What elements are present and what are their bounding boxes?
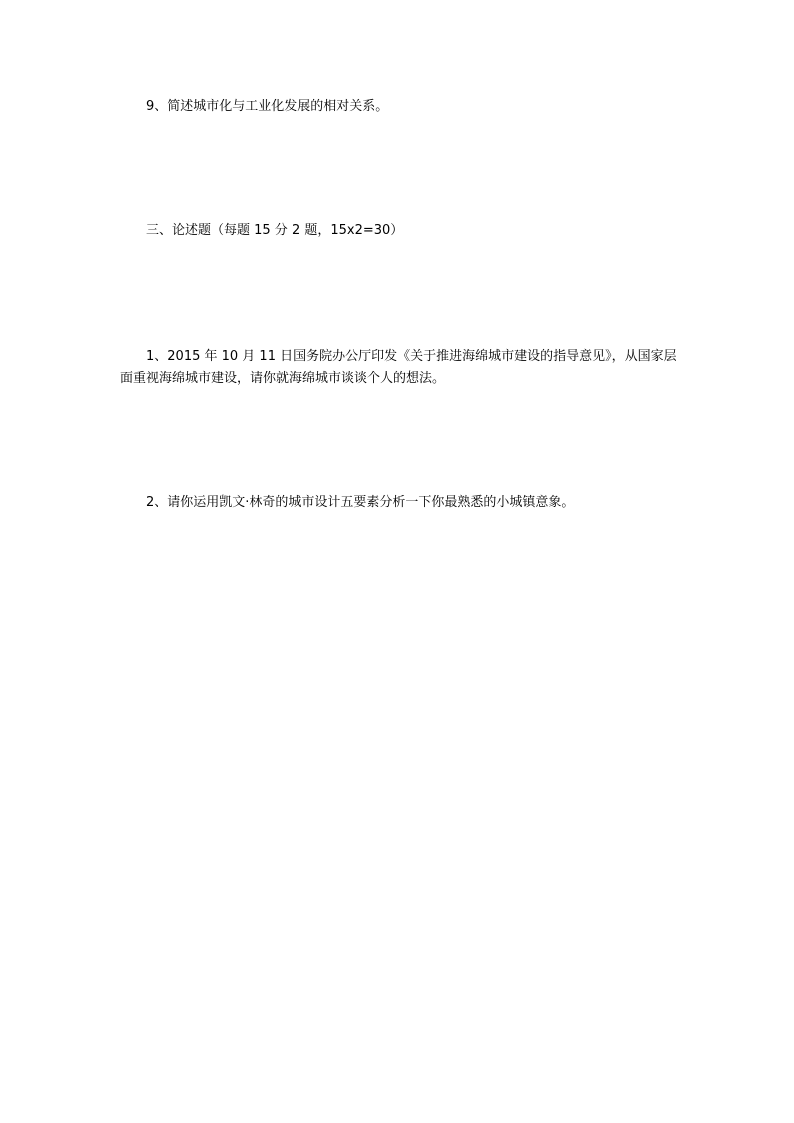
- question-9: 9、简述城市化与工业化发展的相对关系。: [146, 99, 389, 114]
- essay-question-2: 2、请你运用凯文·林奇的城市设计五要素分析一下你最熟悉的小城镇意象。: [146, 495, 575, 510]
- section-heading-essay-questions: 三、论述题（每题 15 分 2 题，15x2=30）: [146, 223, 404, 238]
- essay-question-1: 1、2015 年 10 月 11 日国务院办公厅印发《关于推进海绵城市建设的指导意见》，从国家层面重视海绵城市建设，请你就海绵城市谈谈个人的想法。: [120, 349, 677, 386]
